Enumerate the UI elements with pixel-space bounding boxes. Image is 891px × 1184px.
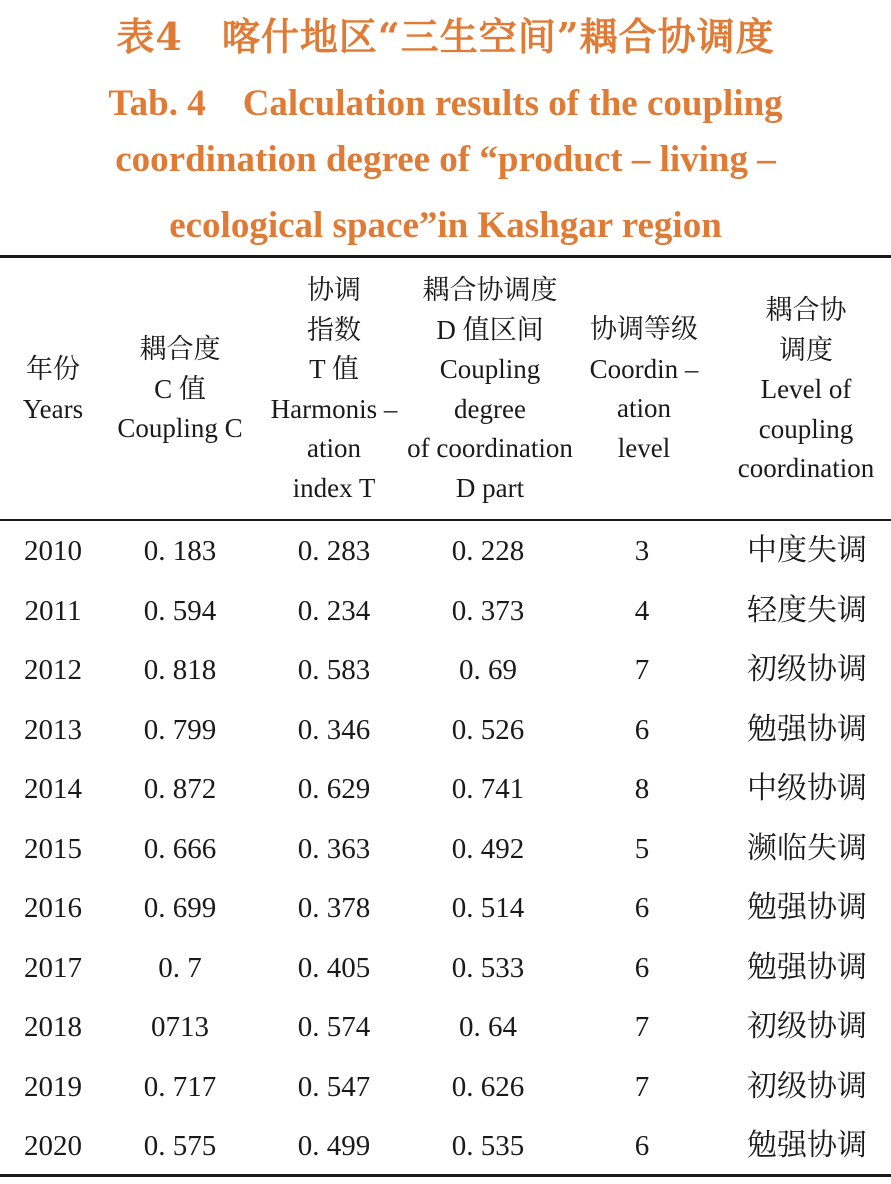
cell-coupling: 0. 818	[143, 654, 217, 686]
cell-level-name: 初级协调	[747, 653, 867, 686]
cell-year: 2013	[24, 713, 82, 746]
cell-coord-level: 6	[634, 951, 650, 984]
cell-harmonization: 0. 574	[297, 1011, 371, 1043]
cell-harmonization: 0. 629	[297, 773, 371, 805]
cell-coord-level: 4	[634, 594, 650, 627]
cell-harmonization: 0. 234	[297, 594, 371, 627]
table-row	[0, 997, 891, 1057]
cell-coupling: 0. 799	[143, 713, 217, 746]
cell-level-name: 轻度失调	[747, 593, 867, 627]
header-level-name-cn2: 调度	[779, 334, 833, 365]
header-d-interval-en3: of coordination	[407, 433, 573, 463]
cell-year: 2016	[24, 892, 82, 924]
header-coupling-cvalue: C 值	[154, 373, 206, 404]
header-harmonization-tvalue: T 值	[309, 354, 359, 384]
header-level-name	[722, 291, 890, 489]
cell-coupling: 0. 872	[143, 773, 217, 805]
cell-year: 2018	[24, 1011, 82, 1043]
header-level-name-en3: coordination	[737, 453, 875, 483]
cell-year: 2019	[24, 1070, 82, 1103]
header-harmonization-cn1: 协调	[307, 275, 361, 305]
table-row	[0, 759, 891, 819]
header-harmonization-en3: index T	[292, 472, 376, 503]
header-coord-level-en2: ation	[617, 393, 671, 423]
cell-d-value: 0. 535	[451, 1130, 525, 1162]
cell-coupling: 0. 7	[158, 951, 202, 984]
header-coord-level-cn: 协调等级	[590, 314, 698, 344]
cell-coord-level: 7	[634, 1070, 650, 1103]
header-coord-level-en1: Coordin –	[589, 353, 699, 384]
cell-harmonization: 0. 547	[297, 1070, 371, 1103]
cell-d-value: 0. 741	[451, 773, 525, 805]
cell-level-name: 勉强协调	[747, 950, 867, 984]
cell-harmonization: 0. 499	[297, 1130, 371, 1162]
header-coupling-en: Coupling C	[117, 413, 243, 443]
cell-year: 2011	[24, 594, 82, 627]
header-d-interval-cn1: 耦合协调度	[422, 275, 558, 305]
cell-harmonization: 0. 378	[297, 892, 371, 924]
cell-harmonization: 0. 583	[297, 654, 371, 686]
cell-year: 2015	[24, 832, 82, 865]
cell-d-value: 0. 514	[451, 892, 525, 924]
cell-d-value: 0. 526	[451, 713, 525, 746]
header-coupling	[104, 330, 256, 449]
cell-coupling: 0. 183	[143, 535, 217, 567]
table-row	[0, 819, 891, 879]
header-years-cn: 年份	[26, 354, 80, 384]
header-d-interval-cn2: D 值区间	[436, 314, 544, 345]
cell-coord-level: 7	[634, 1011, 650, 1043]
header-years-en: Years	[22, 393, 84, 424]
table-title-en-line2: coordination degree of “product – living –	[115, 139, 776, 180]
table-row	[0, 1116, 891, 1176]
cell-coord-level: 6	[634, 892, 650, 924]
cell-level-name: 中度失调	[747, 534, 867, 567]
header-level-name-cn1: 耦合协	[765, 295, 847, 325]
cell-year: 2012	[24, 654, 82, 686]
header-harmonization-en1: Harmonis –	[270, 393, 398, 424]
cell-coord-level: 7	[634, 654, 650, 686]
table-row	[0, 521, 891, 581]
cell-year: 2010	[24, 535, 82, 567]
header-d-interval	[396, 271, 584, 508]
cell-coupling: 0. 594	[143, 594, 217, 627]
header-harmonization-en2: ation	[307, 433, 361, 463]
cell-coupling: 0. 666	[143, 832, 217, 865]
cell-coupling: 0. 717	[143, 1070, 217, 1103]
table-top-rule	[0, 255, 891, 258]
table-bottom-rule	[0, 1174, 891, 1177]
cell-level-name: 勉强协调	[747, 712, 867, 746]
table-row	[0, 581, 891, 641]
cell-d-value: 0. 228	[451, 535, 525, 567]
cell-year: 2017	[24, 951, 82, 984]
cell-coupling: 0713	[151, 1011, 209, 1043]
header-coord-level	[574, 310, 714, 468]
cell-coord-level: 3	[634, 535, 650, 567]
header-coupling-cn: 耦合度	[139, 334, 221, 364]
cell-d-value: 0. 64	[459, 1011, 517, 1043]
header-harmonization-cn2: 指数	[307, 314, 361, 345]
table-row	[0, 700, 891, 760]
table-row	[0, 878, 891, 938]
table-title-en-line1: Tab. 4 Calculation results of the coupling	[108, 83, 783, 124]
cell-level-name: 中级协调	[747, 772, 867, 805]
cell-coord-level: 8	[634, 773, 650, 805]
header-d-interval-en2: degree	[454, 393, 526, 424]
cell-d-value: 0. 492	[451, 832, 525, 865]
cell-level-name: 勉强协调	[747, 891, 867, 924]
cell-harmonization: 0. 283	[297, 535, 371, 567]
table-row	[0, 938, 891, 998]
cell-d-value: 0. 69	[459, 654, 517, 686]
cell-harmonization: 0. 363	[297, 832, 371, 865]
cell-coord-level: 6	[634, 713, 650, 746]
cell-level-name: 初级协调	[747, 1010, 867, 1043]
cell-d-value: 0. 626	[451, 1070, 525, 1103]
cell-level-name: 初级协调	[747, 1069, 867, 1103]
header-d-interval-en4: D part	[455, 472, 525, 503]
header-level-name-en1: Level of	[760, 374, 852, 404]
cell-year: 2020	[24, 1130, 82, 1162]
table-row	[0, 640, 891, 700]
header-years	[6, 350, 100, 429]
header-d-interval-en1: Coupling	[439, 354, 541, 384]
cell-d-value: 0. 533	[451, 951, 525, 984]
header-level-name-en2: coupling	[758, 413, 854, 444]
cell-level-name: 濒临失调	[747, 831, 867, 865]
header-coord-level-en3: level	[617, 432, 671, 463]
cell-level-name: 勉强协调	[747, 1129, 867, 1162]
cell-year: 2014	[24, 773, 82, 805]
cell-d-value: 0. 373	[451, 594, 525, 627]
table-title-en-line3: ecological space”in Kashgar region	[169, 205, 722, 246]
table-row	[0, 1057, 891, 1117]
cell-coupling: 0. 575	[143, 1130, 217, 1162]
cell-harmonization: 0. 405	[297, 951, 371, 984]
cell-harmonization: 0. 346	[297, 713, 371, 746]
header-harmonization	[256, 271, 412, 508]
cell-coord-level: 5	[634, 832, 650, 865]
cell-coupling: 0. 699	[143, 892, 217, 924]
cell-coord-level: 6	[634, 1130, 650, 1162]
table-title-cn: 表4 喀什地区“三生空间”耦合协调度	[116, 14, 775, 59]
